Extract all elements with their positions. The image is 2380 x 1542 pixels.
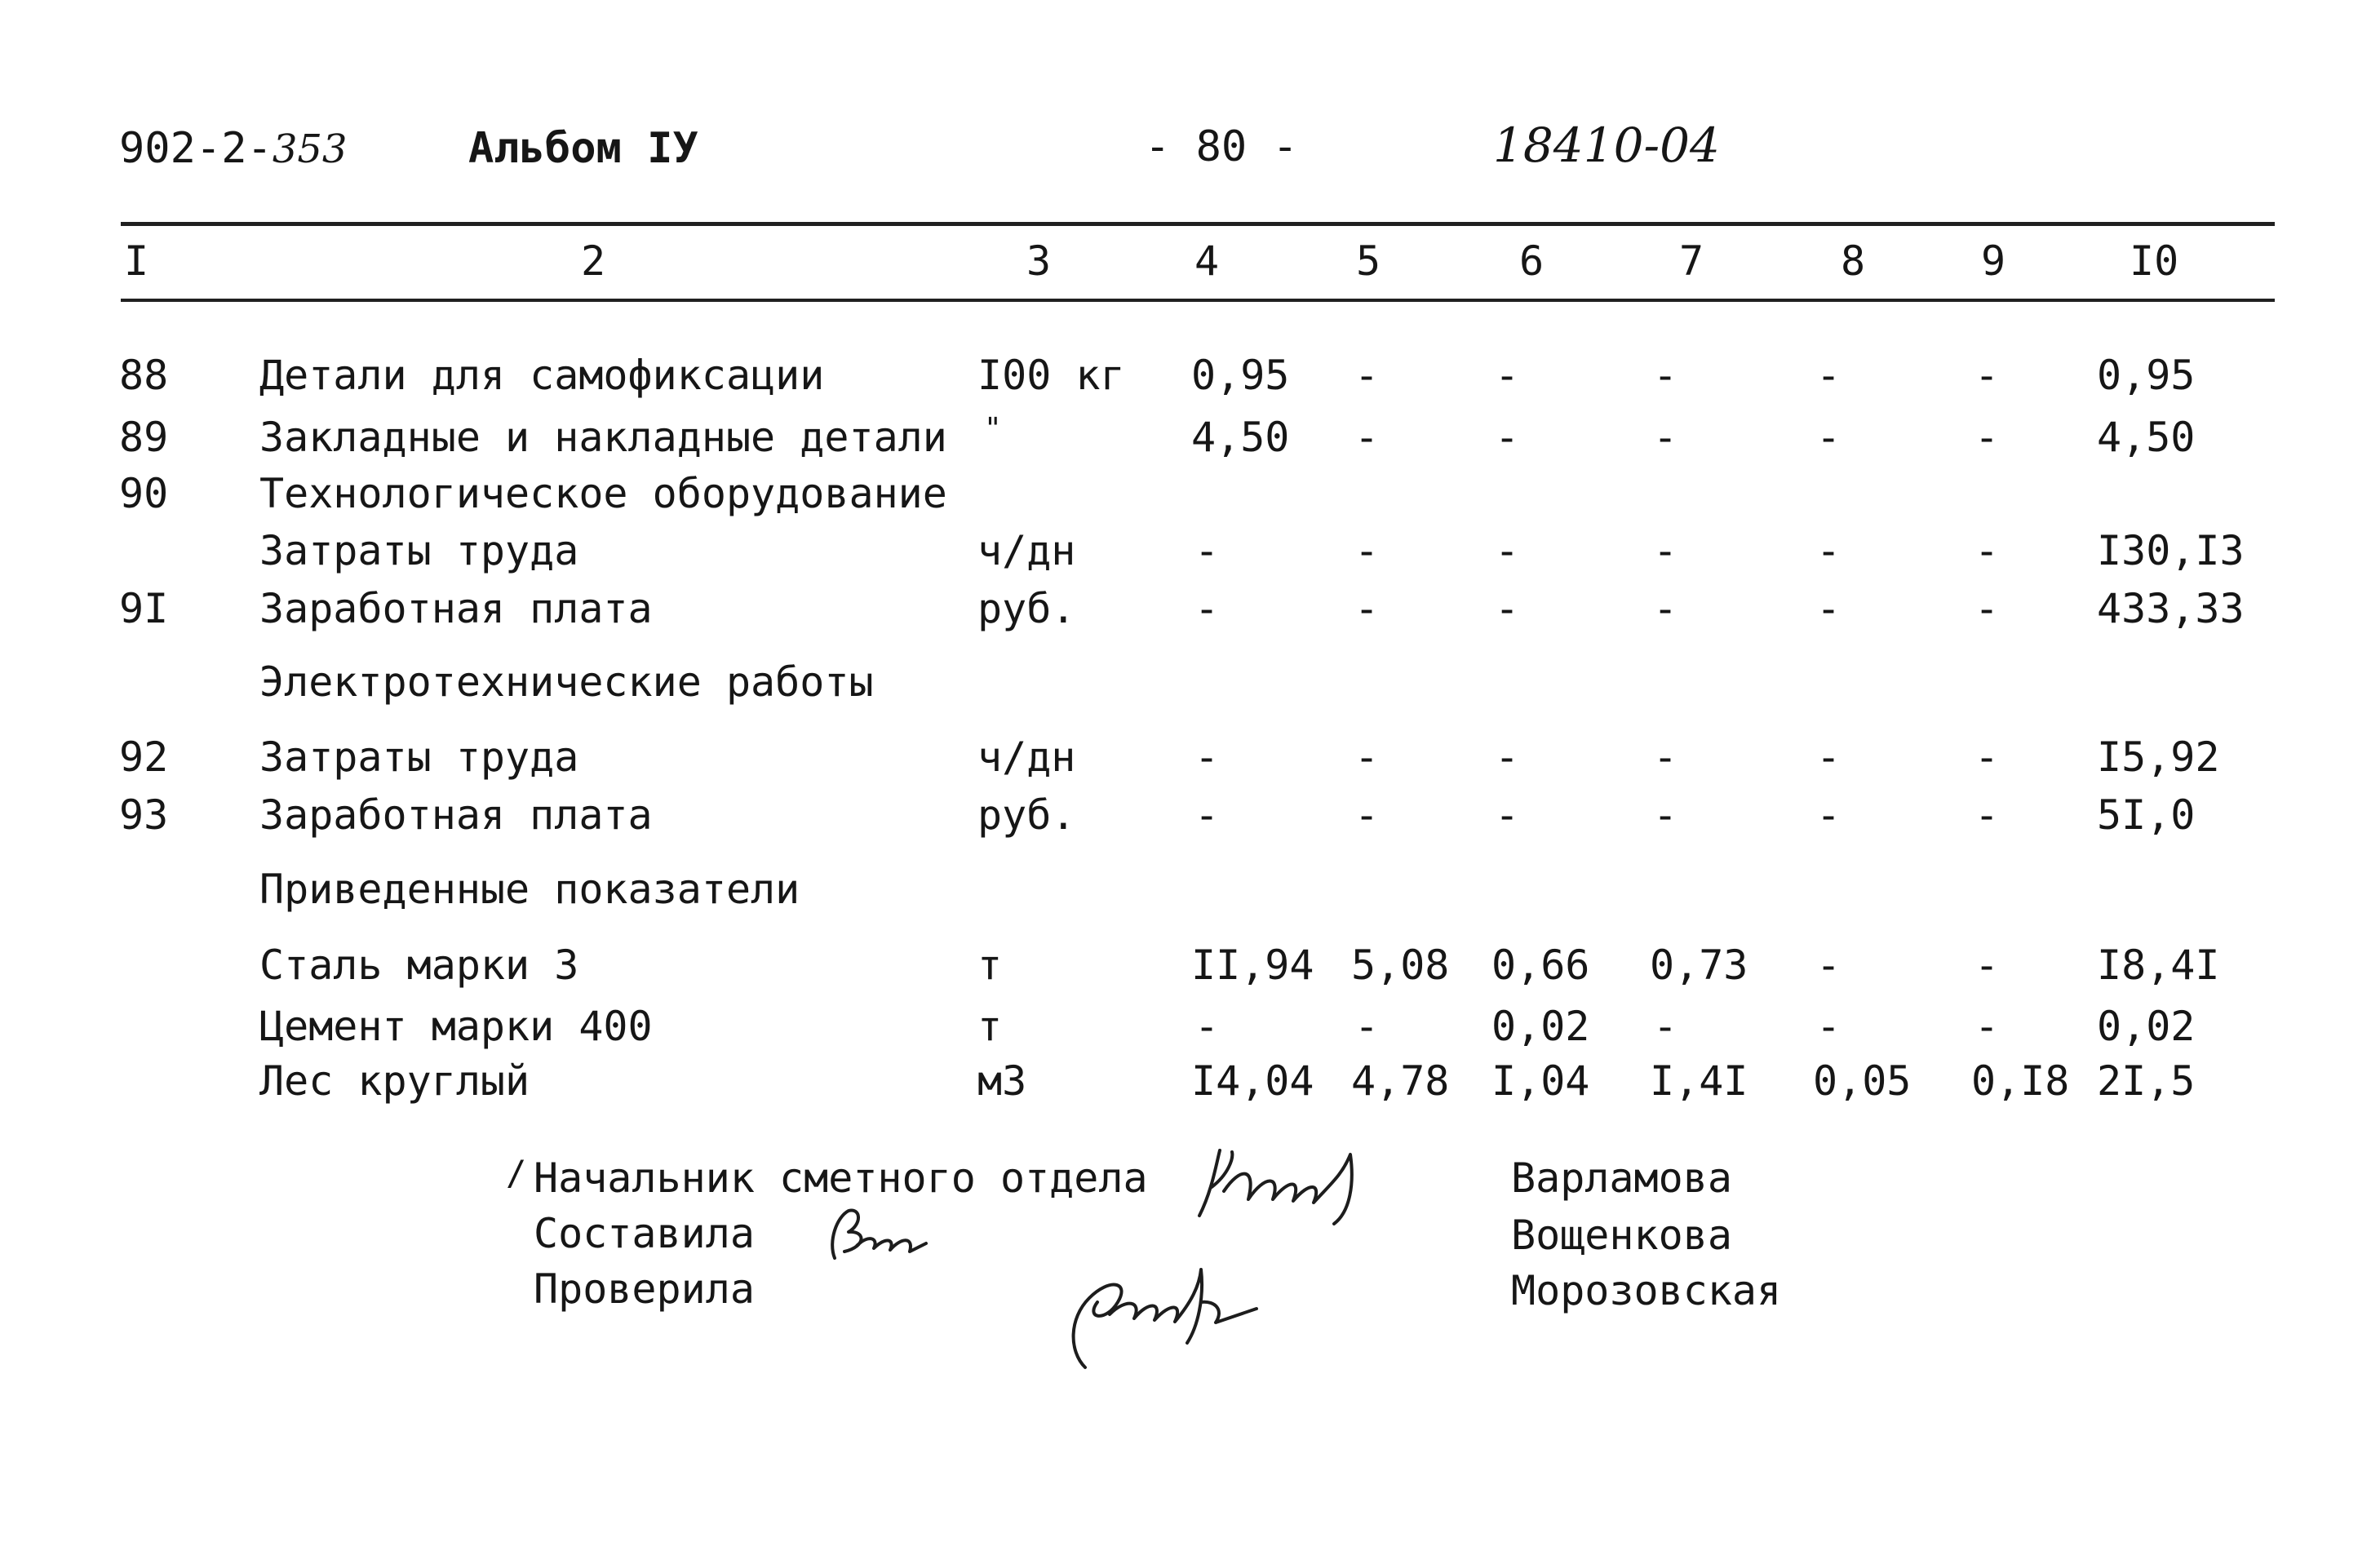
cell-num: 88: [119, 352, 169, 399]
signature-role-chief: Начальник сметного отдела: [534, 1154, 1148, 1202]
cell-c9: -: [1974, 527, 2000, 574]
cell-c7: -: [1653, 585, 1678, 632]
cell-c5: -: [1354, 527, 1380, 574]
cell-c7: I,4I: [1650, 1057, 1748, 1105]
handwritten-code: 18410-04: [1493, 117, 1720, 173]
cell-num: 9I: [119, 585, 169, 632]
cell-c10: 5I,0: [2097, 791, 2196, 839]
cell-name: Детали для самофиксации: [259, 352, 825, 399]
cell-c8: -: [1816, 733, 1842, 781]
cell-c5: 5,08: [1351, 942, 1450, 989]
cell-c6: -: [1495, 414, 1520, 461]
cell-name: Лес круглый: [259, 1057, 530, 1105]
doc-code: [119, 124, 347, 174]
column-header-1: I: [124, 237, 149, 285]
cell-c9: 0,I8: [1971, 1057, 2070, 1105]
cell-c7: -: [1653, 352, 1678, 399]
cell-c10: I5,92: [2097, 733, 2220, 781]
table-top-rule: [121, 222, 2275, 226]
cell-num: 90: [119, 470, 169, 517]
handwritten-signature-chief: [1191, 1142, 1379, 1232]
column-header-3: 3: [1026, 237, 1052, 285]
cell-unit: м3: [977, 1057, 1027, 1105]
cell-c4: -: [1194, 791, 1220, 839]
cell-c8: -: [1816, 414, 1842, 461]
column-header-9: 9: [1981, 237, 2006, 285]
cell-c5: -: [1354, 352, 1380, 399]
cell-c10: 0,02: [2097, 1003, 2196, 1050]
album-label: Альбом IУ: [468, 124, 698, 173]
cell-c10: 433,33: [2097, 585, 2245, 632]
cell-num: 89: [119, 414, 169, 461]
cell-c4: -: [1194, 733, 1220, 781]
cell-c10: 0,95: [2097, 352, 2196, 399]
cell-c6: -: [1495, 791, 1520, 839]
cell-unit: руб.: [977, 791, 1076, 839]
cell-name: Затраты труда: [259, 527, 579, 574]
cell-c5: -: [1354, 733, 1380, 781]
cell-unit: т: [977, 1003, 1003, 1050]
signature-role-checked: Проверила: [534, 1265, 755, 1313]
cell-c4: I4,04: [1191, 1057, 1314, 1105]
cell-c5: -: [1354, 414, 1380, 461]
cell-c10: 4,50: [2097, 414, 2196, 461]
column-header-10: I0: [2130, 237, 2179, 285]
cell-c7: -: [1653, 414, 1678, 461]
cell-c8: -: [1816, 352, 1842, 399]
cell-c7: -: [1653, 527, 1678, 574]
signature-name-chief: Варламова: [1511, 1154, 1732, 1202]
cell-c7: 0,73: [1650, 942, 1748, 989]
cell-unit: ": [984, 412, 1002, 445]
cell-c8: -: [1816, 585, 1842, 632]
cell-unit: I00 кг: [977, 352, 1125, 399]
doc-code-prefix: 902-2-: [119, 124, 273, 173]
cell-name: Технологическое оборудование: [259, 470, 947, 517]
cell-c5: -: [1354, 791, 1380, 839]
cell-c9: -: [1974, 352, 2000, 399]
sign-mark: /: [506, 1153, 527, 1193]
column-header-2: 2: [581, 237, 606, 285]
cell-c8: -: [1816, 527, 1842, 574]
cell-c7: -: [1653, 791, 1678, 839]
cell-c4: -: [1194, 1003, 1220, 1050]
column-header-7: 7: [1679, 237, 1704, 285]
column-header-8: 8: [1841, 237, 1866, 285]
cell-name: Цемент марки 400: [259, 1003, 653, 1050]
cell-c7: -: [1653, 733, 1678, 781]
signature-name-compiled: Вощенкова: [1511, 1212, 1732, 1259]
cell-num: 92: [119, 733, 169, 781]
cell-c9: -: [1974, 942, 2000, 989]
column-header-5: 5: [1356, 237, 1381, 285]
cell-c7: -: [1653, 1003, 1678, 1050]
cell-name: Заработная плата: [259, 791, 653, 839]
cell-c9: -: [1974, 791, 2000, 839]
cell-name: Сталь марки 3: [259, 942, 579, 989]
cell-c4: 4,50: [1191, 414, 1290, 461]
cell-c6: -: [1495, 585, 1520, 632]
cell-c10: 2I,5: [2097, 1057, 2196, 1105]
section-heading: Электротехнические работы: [259, 658, 874, 706]
section-heading: Приведенные показатели: [259, 866, 800, 913]
cell-c8: -: [1816, 942, 1842, 989]
cell-c9: -: [1974, 733, 2000, 781]
cell-c6: 0,66: [1491, 942, 1590, 989]
signature-name-checked: Морозовская: [1511, 1267, 1782, 1314]
cell-c4: -: [1194, 585, 1220, 632]
cell-c9: -: [1974, 1003, 2000, 1050]
handwritten-signature-checked: [1053, 1253, 1281, 1376]
cell-c9: -: [1974, 585, 2000, 632]
cell-c9: -: [1974, 414, 2000, 461]
page-number: - 80 -: [1145, 122, 1298, 171]
cell-c5: -: [1354, 1003, 1380, 1050]
cell-c4: 0,95: [1191, 352, 1290, 399]
cell-c6: I,04: [1491, 1057, 1590, 1105]
column-header-6: 6: [1519, 237, 1545, 285]
table-header-rule: [121, 299, 2275, 302]
cell-c4: II,94: [1191, 942, 1314, 989]
column-header-4: 4: [1194, 237, 1220, 285]
cell-c8: 0,05: [1813, 1057, 1912, 1105]
doc-code-suffix: 353: [272, 126, 348, 172]
cell-c5: 4,78: [1351, 1057, 1450, 1105]
cell-c10: I8,4I: [2097, 942, 2220, 989]
cell-c6: 0,02: [1491, 1003, 1590, 1050]
cell-c5: -: [1354, 585, 1380, 632]
cell-c4: -: [1194, 527, 1220, 574]
cell-num: 93: [119, 791, 169, 839]
cell-c8: -: [1816, 791, 1842, 839]
cell-c10: I30,I3: [2097, 527, 2245, 574]
signature-role-compiled: Составила: [534, 1210, 755, 1257]
cell-unit: руб.: [977, 585, 1076, 632]
cell-name: Закладные и накладные детали: [259, 414, 947, 461]
cell-name: Затраты труда: [259, 733, 579, 781]
cell-unit: т: [977, 942, 1003, 989]
handwritten-signature-compiled: [820, 1201, 934, 1266]
cell-c8: -: [1816, 1003, 1842, 1050]
cell-unit: ч/дн: [977, 733, 1076, 781]
cell-name: Заработная плата: [259, 585, 653, 632]
cell-unit: ч/дн: [977, 527, 1076, 574]
cell-c6: -: [1495, 527, 1520, 574]
cell-c6: -: [1495, 733, 1520, 781]
cell-c6: -: [1495, 352, 1520, 399]
